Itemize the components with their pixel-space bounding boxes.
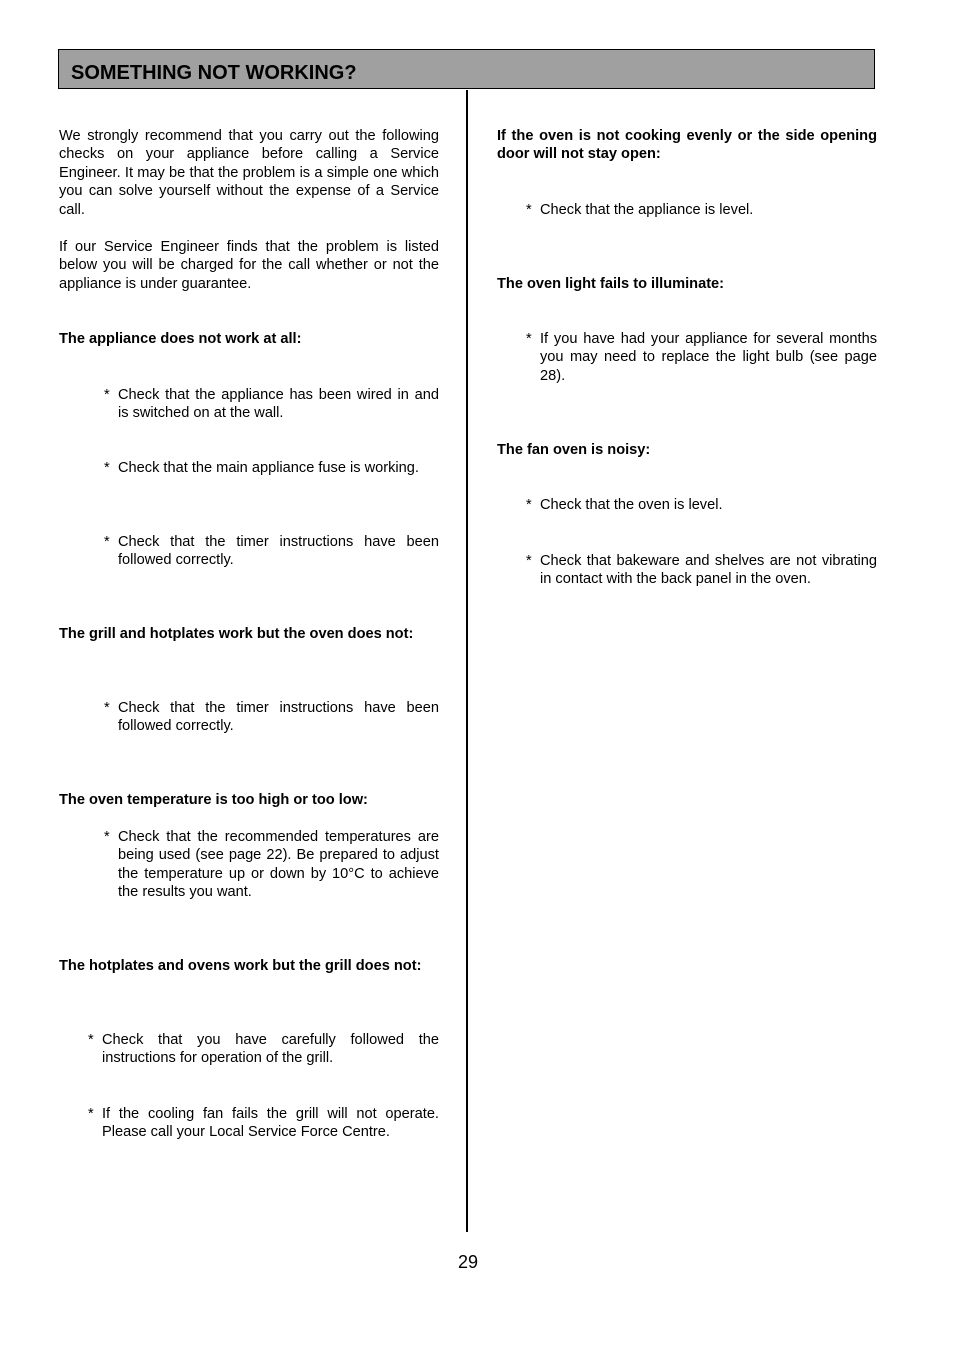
heading-fan-oven-noisy: The fan oven is noisy:: [497, 442, 651, 458]
bullet-symbol: *: [104, 460, 110, 476]
list-item-text: Check that the recommended temperatures are being used (see page 22). Be prepared to adjust the temperature up or down by 10°C to achieve the results you want.: [118, 829, 439, 901]
heading-oven-not-cooking-evenly: If the oven is not cooking evenly or the side opening door will not stay open:: [497, 128, 877, 163]
list-item-text: Check that the timer instructions have been followed correctly.: [118, 534, 439, 569]
bullet-symbol: *: [88, 1106, 94, 1122]
list-item-text: Check that the appliance is level.: [540, 202, 754, 218]
heading-grill-not-working: The hotplates and ovens work but the grill does not:: [59, 958, 422, 974]
list-item-text: Check that the timer instructions have been followed correctly.: [118, 700, 439, 735]
heading-appliance-not-working: The appliance does not work at all:: [59, 331, 302, 347]
list-item-text: Check that you have carefully followed the instructions for operation of the grill.: [102, 1032, 439, 1067]
intro-paragraph-2: If our Service Engineer finds that the problem is listed below you will be charged for the call whether or not the appliance is under guarantee.: [59, 239, 439, 292]
list-item-text: Check that the main appliance fuse is working.: [118, 460, 419, 476]
page-number: 29: [457, 1252, 479, 1272]
bullet-symbol: *: [526, 202, 532, 218]
list-item-text: Check that bakeware and shelves are not vibrating in contact with the back panel in the oven.: [540, 553, 877, 588]
list-item-text: If the cooling fan fails the grill will not operate. Please call your Local Service Force Centre.: [102, 1106, 439, 1141]
heading-oven-temperature: The oven temperature is too high or too low:: [59, 792, 368, 808]
bullet-symbol: *: [104, 700, 110, 716]
bullet-symbol: *: [526, 331, 532, 347]
intro-paragraph-1: We strongly recommend that you carry out the following checks on your appliance before calling a Service Engineer. It may be that the problem is a simple one which you can solve yourself without the expense of a Service call.: [59, 128, 439, 218]
bullet-symbol: *: [104, 387, 110, 403]
heading-grill-hotplates-work: The grill and hotplates work but the oven does not:: [59, 626, 414, 642]
heading-oven-light: The oven light fails to illuminate:: [497, 276, 725, 292]
bullet-symbol: *: [526, 553, 532, 569]
bullet-symbol: *: [88, 1032, 94, 1048]
list-item-text: Check that the oven is level.: [540, 497, 723, 513]
bullet-symbol: *: [526, 497, 532, 513]
bullet-symbol: *: [104, 534, 110, 550]
page-title: SOMETHING NOT WORKING?: [71, 62, 357, 84]
list-item-text: If you have had your appliance for several months you may need to replace the light bulb (see page 28).: [540, 331, 877, 384]
list-item-text: Check that the appliance has been wired in and is switched on at the wall.: [118, 387, 439, 422]
bullet-symbol: *: [104, 829, 110, 845]
column-divider: [466, 90, 468, 1232]
section-header-bar: [58, 49, 875, 89]
